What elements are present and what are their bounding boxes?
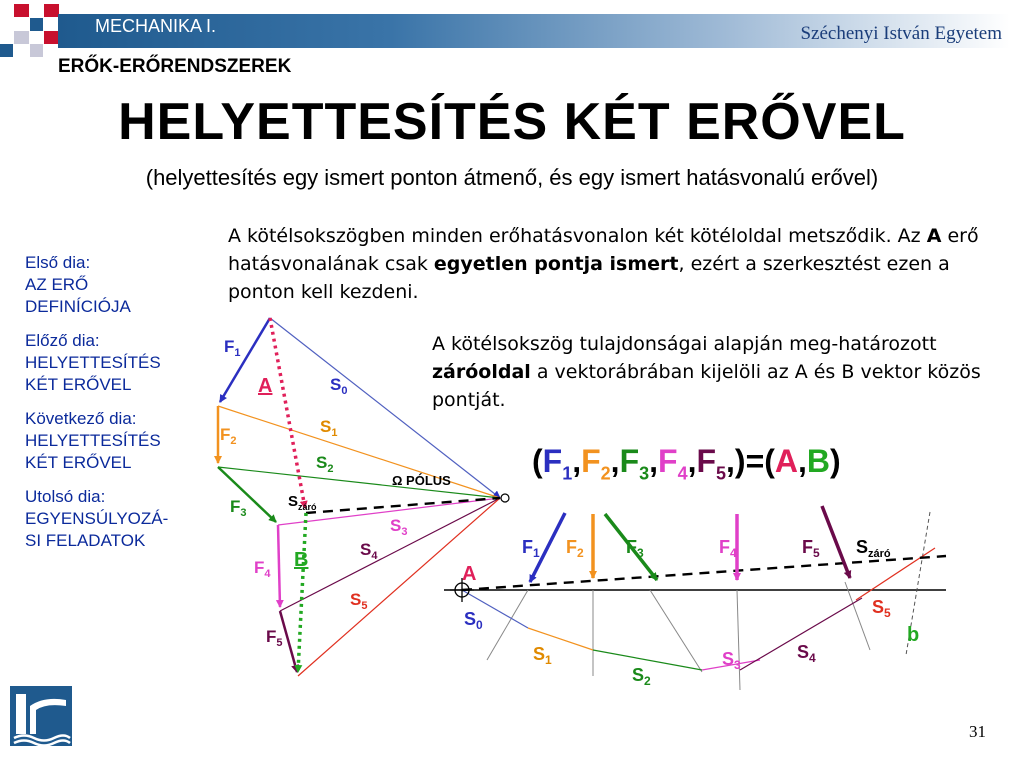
eq-comma: , (649, 443, 659, 479)
eq-b: B (806, 443, 831, 479)
nav-label: Előző dia: (25, 331, 100, 350)
page-subtitle: (helyettesítés egy ismert ponton átmenő, és egy ismert hatásvonalú erővel) (145, 165, 879, 190)
label-s2: $S_2$ (316, 453, 334, 475)
nav-title-line: HELYETTESÍTÉS (25, 431, 161, 450)
ray-s1 (218, 406, 500, 498)
ray-szaro (306, 498, 500, 513)
action-line-f3 (650, 590, 702, 672)
label-s5: $S_5$ (350, 590, 368, 612)
vector-f4 (278, 525, 280, 607)
label-a: A (462, 563, 477, 585)
nav-label: Következő dia: (25, 409, 137, 428)
page-number: 31 (969, 722, 986, 741)
eq-f1: $F_1$ (542, 443, 573, 484)
label-s3: $S_3$ (390, 516, 408, 538)
nav-title-line: KÉT ERŐVEL (25, 453, 132, 472)
vector-a (270, 318, 305, 508)
label-f5: $F_5$ (802, 537, 820, 560)
text-run: a vektorábrában kijelöli az A és B vektor közös pontját. (432, 361, 981, 411)
label-szaro: $S_{záró}$ (856, 537, 891, 560)
university-name: Széchenyi István Egyetem (800, 23, 1002, 44)
vector-b (298, 513, 306, 672)
ray-s0 (270, 318, 500, 498)
eq-comma: , (798, 443, 807, 479)
label-s0: $S_0$ (464, 609, 483, 632)
section-title: ERŐK-ERŐRENDSZEREK (58, 56, 292, 77)
label-s1: $S_1$ (320, 417, 338, 439)
text-run-bold: A (926, 225, 942, 247)
text-run: , ezért a szerkesztést ezen a ponton kell kezdeni. (228, 253, 950, 303)
eq-equals: ,)=( (726, 443, 775, 479)
eq-f2: $F_2$ (581, 443, 611, 484)
nav-title-line: AZ ERŐ (25, 275, 89, 294)
eq-f3: $F_3$ (619, 443, 650, 484)
eq-a: A (774, 443, 799, 479)
nav-title-line: KÉT ERŐVEL (25, 375, 132, 394)
university-logo-icon (10, 686, 72, 746)
label-s1: $S_1$ (533, 644, 552, 667)
eq-comma: , (572, 443, 582, 479)
label-f1: $F_1$ (224, 337, 241, 359)
text-run: erő hatásvonalának csak (228, 225, 979, 275)
label-s4: $S_4$ (360, 540, 378, 562)
label-a: A (258, 375, 273, 397)
nav-label: Első dia: (25, 253, 91, 272)
label-f4: $F_4$ (719, 537, 737, 560)
vector-f3 (218, 467, 276, 522)
label-f2: $F_2$ (566, 537, 584, 560)
text-run: A kötélsokszögben minden erőhatásvonalon két kötéloldal metsződik. Az (228, 225, 927, 247)
pole-point (501, 494, 509, 502)
label-pole: Ω PÓLUS (392, 473, 451, 488)
ray-s2 (218, 467, 500, 498)
label-s5: $S_5$ (872, 597, 891, 620)
vector-f5 (280, 611, 297, 672)
action-line-f4 (737, 590, 740, 690)
label-s4: $S_4$ (797, 642, 816, 665)
label-f3: $F_3$ (626, 537, 644, 560)
nav-title-line: SI FELADATOK (25, 531, 146, 550)
nav-label: Utolsó dia: (25, 487, 106, 506)
label-f2: $F_2$ (220, 425, 237, 447)
nav-title-line: HELYETTESÍTÉS (25, 353, 161, 372)
label-f4: $F_4$ (254, 558, 271, 580)
text-run-bold: záróoldal (432, 361, 531, 383)
eq-comma: , (687, 443, 697, 479)
course-title: MECHANIKA I. (95, 16, 217, 36)
rope-s2 (593, 650, 702, 670)
text-run: A kötélsokszög tulajdonságai alapján meg-határozott (432, 333, 937, 355)
page-title: HELYETTESÍTÉS KÉT ERŐVEL (118, 93, 906, 151)
label-b: b (907, 624, 920, 646)
eq-f5: $F_5$ (696, 443, 727, 484)
label-s0: $S_0$ (330, 375, 348, 397)
eq-paren: ( (532, 443, 543, 479)
text-run-bold: egyetlen pontja ismert (433, 253, 679, 275)
label-f1: $F_1$ (522, 537, 540, 560)
label-f5: $F_5$ (266, 627, 283, 649)
eq-f4: $F_4$ (658, 443, 688, 484)
action-line-f5 (845, 582, 870, 650)
nav-title-line: DEFINÍCIÓJA (25, 297, 131, 316)
label-s2: $S_2$ (632, 665, 651, 688)
nav-title-line: EGYENSÚLYOZÁ- (25, 509, 169, 528)
eq-paren: ) (830, 443, 841, 479)
label-b: B (294, 549, 309, 571)
label-szaro: $S_{záró}$ (288, 493, 317, 512)
funicular-diagram (444, 506, 946, 690)
label-s3: $S_3$ (722, 649, 741, 672)
eq-comma: , (610, 443, 620, 479)
force-f5 (822, 506, 850, 578)
label-f3: $F_3$ (230, 497, 247, 519)
